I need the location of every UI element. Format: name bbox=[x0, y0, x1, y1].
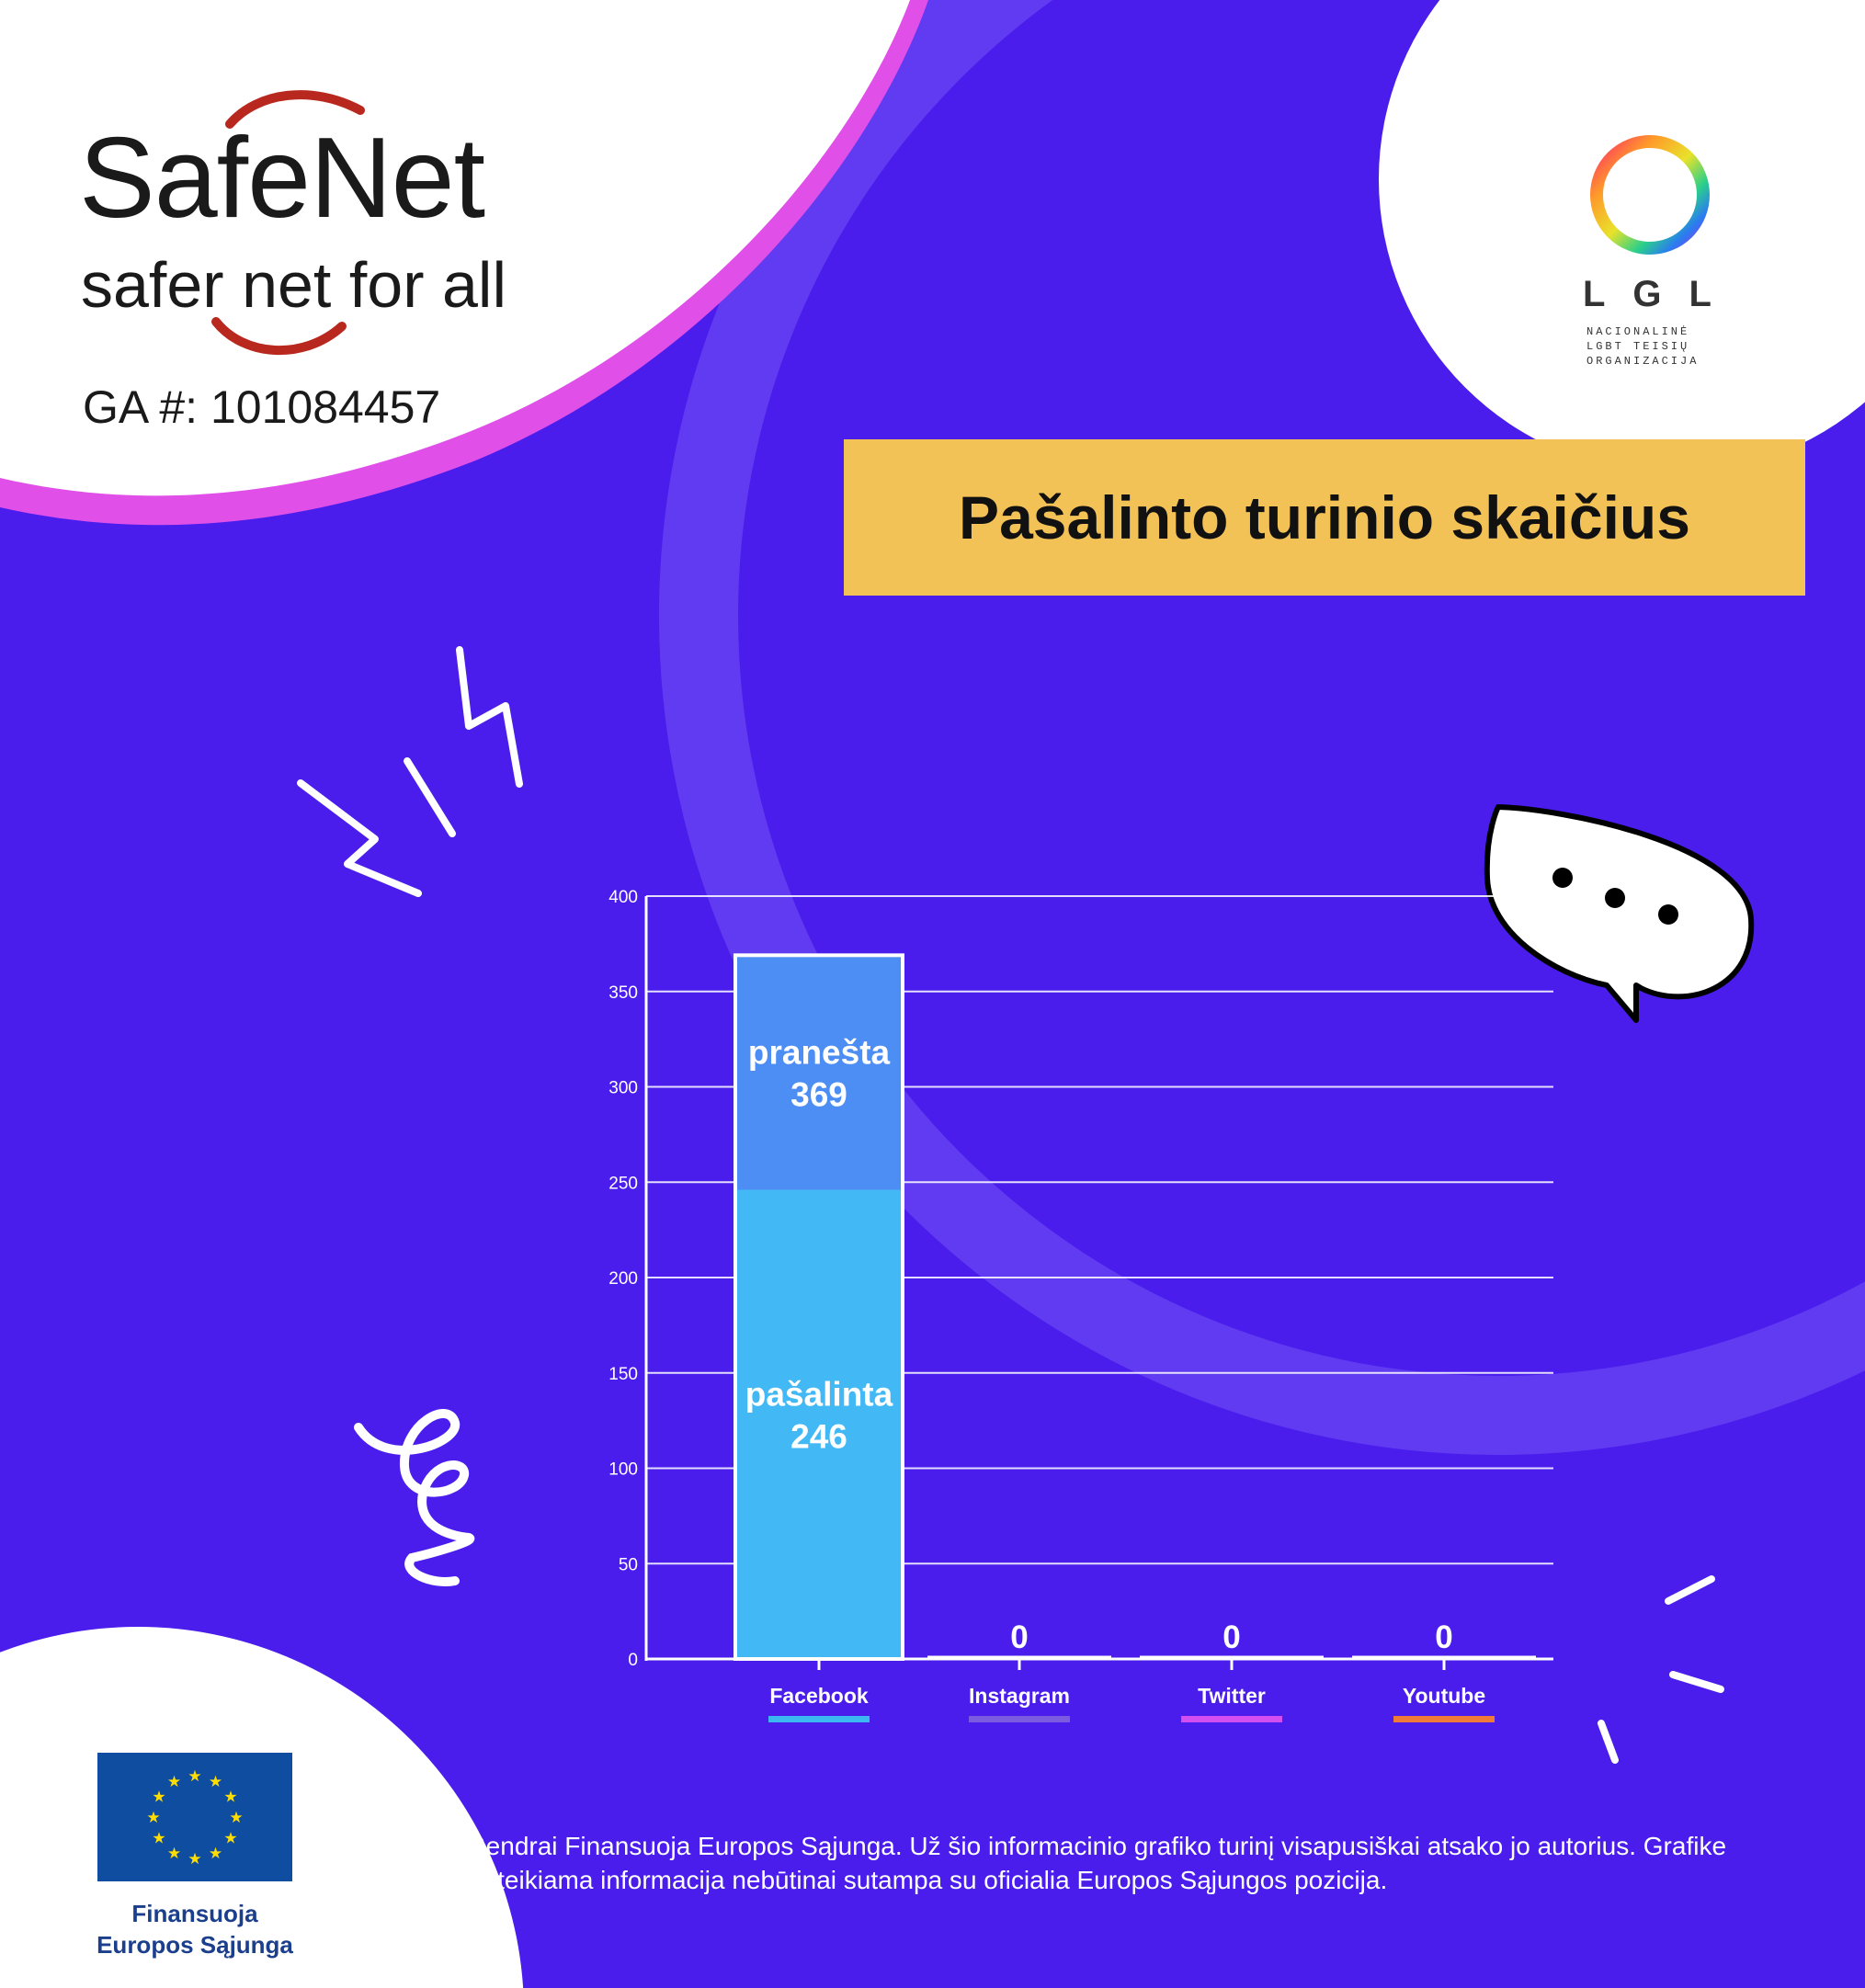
category-color-swatch bbox=[1393, 1716, 1495, 1722]
eu-star-icon: ★ bbox=[208, 1844, 223, 1863]
eu-star-icon: ★ bbox=[223, 1829, 238, 1848]
lgl-subtitle-line: ORGANIZACIJA bbox=[1586, 355, 1700, 368]
y-tick-label: 100 bbox=[608, 1460, 638, 1480]
brand-name: SafeNet bbox=[79, 115, 485, 242]
category-color-swatch bbox=[1181, 1716, 1282, 1722]
eu-star-icon: ★ bbox=[223, 1788, 238, 1807]
bar-value-label: 0 bbox=[1435, 1619, 1453, 1655]
lgl-logo-letters: LGL bbox=[1583, 274, 1739, 314]
y-tick-label: 150 bbox=[608, 1364, 638, 1384]
brand-tagline: safer net for all bbox=[81, 249, 506, 321]
grant-agreement-number: GA #: 101084457 bbox=[83, 381, 441, 433]
category-color-swatch bbox=[969, 1716, 1070, 1722]
y-tick-label: 400 bbox=[608, 888, 638, 907]
lgl-subtitle-line: LGBT TEISIŲ bbox=[1586, 340, 1690, 353]
bar-value-label: 369 bbox=[790, 1075, 847, 1114]
eu-star-icon: ★ bbox=[146, 1809, 161, 1827]
x-category-label: Facebook bbox=[769, 1684, 869, 1708]
eu-star-icon: ★ bbox=[152, 1829, 166, 1848]
bar-value-label: 0 bbox=[1222, 1619, 1241, 1655]
funding-disclaimer: Bendrai Finansuoja Europos Sąjunga. Už šio informacinio grafiko turinį visapusiškai atsako jo autorius. Grafike pateikiama informacija nebūtinai sutampa su oficialia Europos Sąjungos pozicija. bbox=[469, 1832, 1727, 1894]
y-tick-label: 250 bbox=[608, 1174, 638, 1194]
eu-star-icon: ★ bbox=[208, 1773, 223, 1792]
eu-caption-line: Europos Sąjunga bbox=[97, 1931, 293, 1959]
eu-star-icon: ★ bbox=[152, 1788, 166, 1807]
eu-caption-line: Finansuoja bbox=[131, 1900, 258, 1927]
chart-title: Pašalinto turinio skaičius bbox=[959, 483, 1690, 551]
x-category-label: Twitter bbox=[1198, 1684, 1266, 1708]
y-tick-label: 300 bbox=[608, 1078, 638, 1098]
x-category-label: Instagram bbox=[969, 1684, 1070, 1708]
eu-star-icon: ★ bbox=[229, 1809, 244, 1827]
x-category-label: Youtube bbox=[1402, 1684, 1486, 1708]
bar-series-label: pranešta bbox=[747, 1033, 891, 1072]
eu-star-icon: ★ bbox=[166, 1773, 182, 1792]
eu-star-icon: ★ bbox=[188, 1850, 202, 1869]
eu-star-icon: ★ bbox=[188, 1767, 202, 1786]
bar-value-label: 0 bbox=[1010, 1619, 1029, 1655]
eu-star-icon: ★ bbox=[166, 1844, 182, 1863]
eu-caption bbox=[75, 1898, 314, 1960]
lgl-subtitle-line: NACIONALINĖ bbox=[1586, 325, 1690, 338]
category-color-swatch bbox=[768, 1716, 870, 1722]
y-tick-label: 0 bbox=[628, 1651, 638, 1670]
bar-value-label: 246 bbox=[790, 1417, 847, 1456]
y-tick-label: 50 bbox=[618, 1555, 638, 1575]
y-tick-label: 200 bbox=[608, 1269, 638, 1289]
bar-series-label: pašalinta bbox=[745, 1375, 893, 1414]
y-tick-label: 350 bbox=[608, 983, 638, 1003]
